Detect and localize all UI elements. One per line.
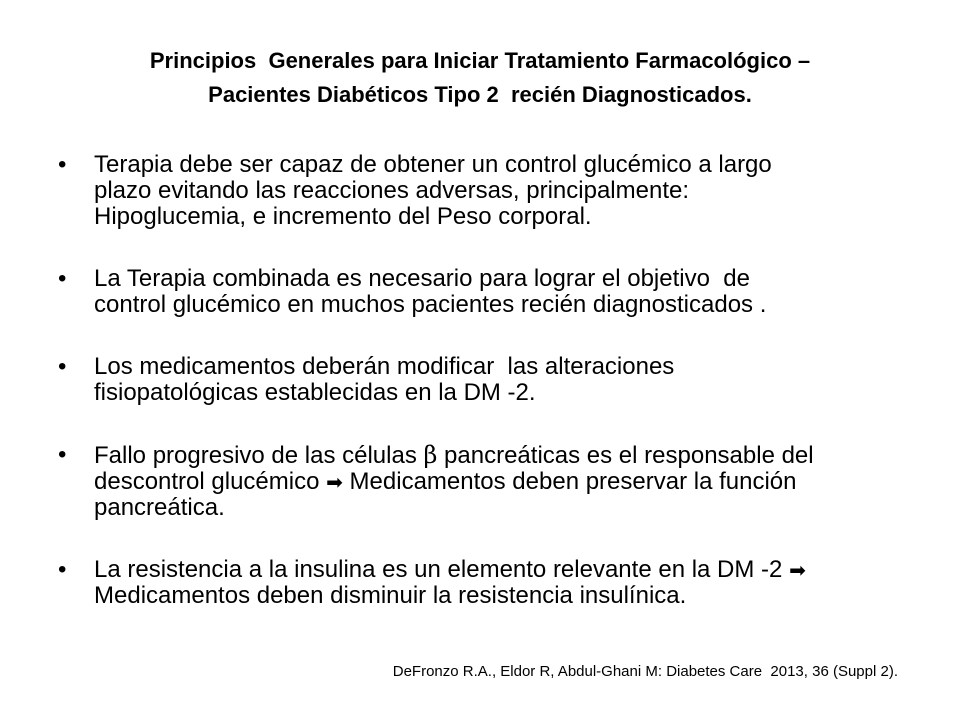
bullet-text-line — [94, 442, 928, 469]
bullet-text-line: Hipoglucemia, e incremento del Peso corporal. — [94, 203, 592, 230]
bullet-item — [58, 442, 928, 521]
bullet-text-line — [94, 557, 928, 583]
bullet-text-line: Medicamentos deben disminuir la resistencia insulínica. — [94, 582, 687, 609]
bullet-text-segment: Fallo progresivo de las células — [94, 442, 424, 469]
bullet-text-line — [94, 469, 928, 495]
bullet-text-line: control glucémico en muchos pacientes recién diagnosticados . — [94, 291, 767, 318]
bullet-item — [58, 557, 928, 609]
title-line-2: Pacientes Diabéticos Tipo 2 recién Diagnosticados. — [208, 82, 752, 107]
bullet-dot: • — [58, 265, 67, 292]
bullet-text-line: Los medicamentos deberán modificar las alteraciones — [94, 353, 675, 380]
right-arrow-icon: ➡ — [326, 470, 343, 494]
bullet-text-line: Terapia debe ser capaz de obtener un control glucémico a largo — [94, 151, 772, 178]
bullet-text-segment: La resistencia a la insulina es un elemento relevante en la DM -2 — [94, 556, 790, 583]
bullet-item — [58, 266, 928, 318]
bullet-dot: • — [58, 441, 67, 468]
bullet-item — [58, 354, 928, 406]
title-line-1: Principios Generales para Iniciar Tratamiento Farmacológico – — [149, 48, 811, 73]
bullet-dot: • — [58, 556, 67, 583]
citation: DeFronzo R.A., Eldor R, Abdul-Ghani M: Diabetes Care 2013, 36 (Suppl 2). — [392, 663, 898, 680]
bullet-text-line: plazo evitando las reacciones adversas, principalmente: — [94, 177, 689, 204]
bullet-text-line: fisiopatológicas establecidas en la DM -2. — [94, 379, 536, 406]
bullet-text-segment: descontrol glucémico — [94, 468, 327, 495]
bullet-text-segment: pancreáticas es el responsable del — [437, 442, 814, 469]
bullet-text-line: pancreática. — [94, 494, 225, 521]
bullet-item — [58, 152, 928, 230]
beta-symbol: β — [423, 441, 438, 469]
bullet-list — [58, 152, 928, 609]
bullet-text-line: La Terapia combinada es necesario para lograr el objetivo de — [94, 265, 750, 292]
bullet-text-segment: Medicamentos deben preservar la función — [342, 468, 797, 495]
slide-title — [40, 44, 920, 112]
bullet-dot: • — [58, 353, 67, 380]
bullet-dot: • — [58, 151, 67, 178]
right-arrow-icon: ➡ — [789, 558, 806, 582]
